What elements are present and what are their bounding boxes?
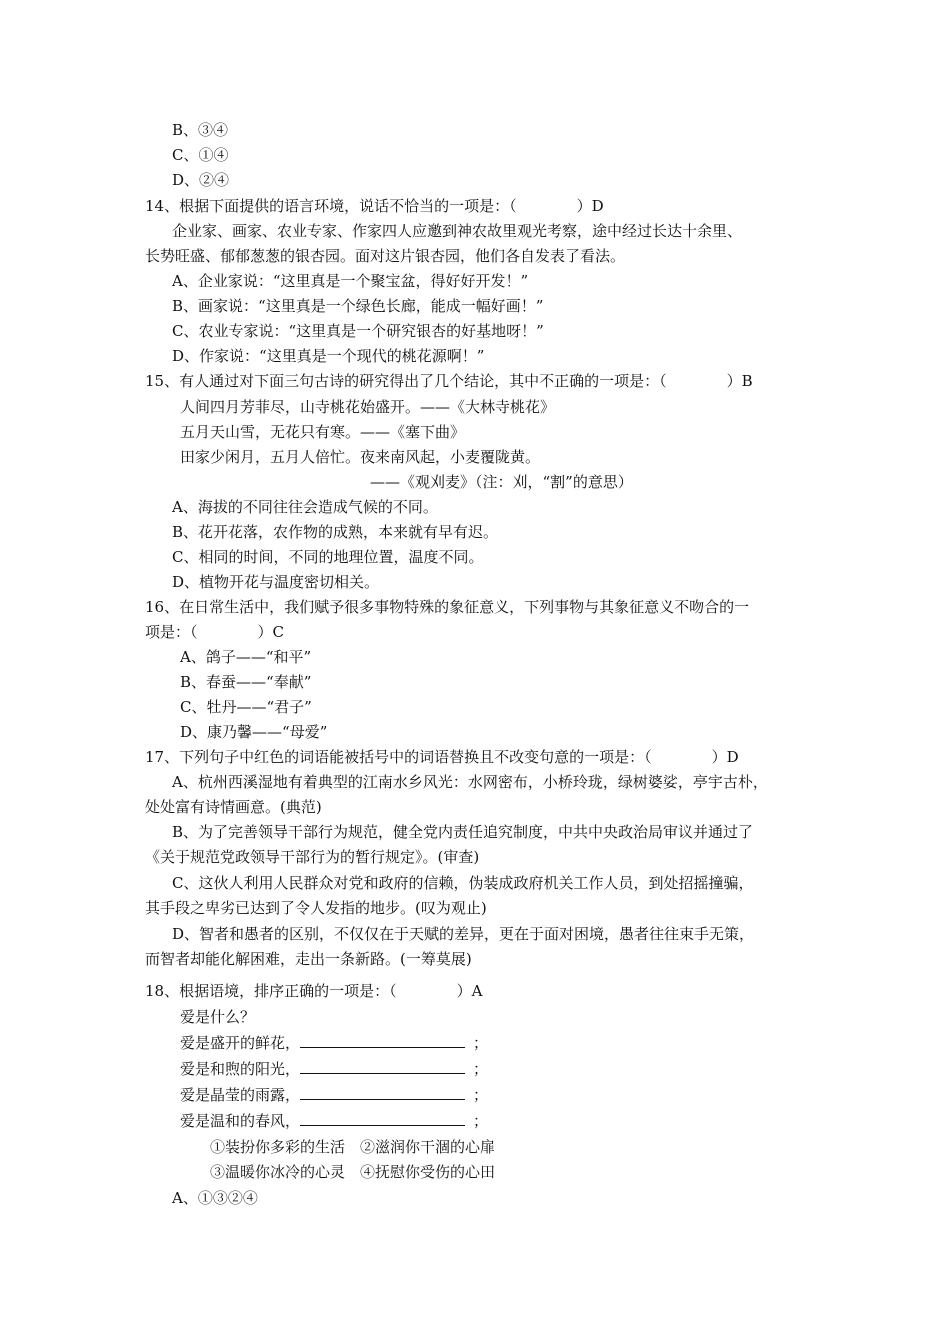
q18-line-4-text: 爱是温和的春风， (180, 1112, 301, 1130)
q18-line-3-text: 爱是晶莹的雨露， (180, 1086, 301, 1104)
q18-line-4 (180, 1111, 488, 1131)
q14-stem: 14、根据下面提供的语言环境，说话不恰当的一项是：（ ）D (145, 197, 604, 215)
q13-option-d: D、②④ (172, 171, 230, 189)
q17-option-a-line-2: 处处富有诗情画意。(典范) (145, 798, 322, 816)
q18-line-2-text: 爱是和煦的阳光， (180, 1060, 301, 1078)
q14-context-line-1: 企业家、画家、农业专家、作家四人应邀到神农故里观光考察，途中经过长达十余里、 (172, 222, 743, 240)
q15-poem-2: 五月天山雪，无花只有寒。——《塞下曲》 (180, 423, 466, 441)
q17-option-c-line-2: 其手段之卑劣已达到了令人发指的地步。(叹为观止) (145, 899, 487, 917)
semicolon: ； (473, 1112, 489, 1130)
q18-stem: 18、根据语境，排序正确的一项是：（ ）A (145, 982, 483, 1000)
q17-option-b-line-2: 《关于规范党政领导干部行为的暂行规定》。(审查) (145, 848, 480, 866)
q16-stem-line-2: 项是：（ ）C (145, 623, 284, 641)
q15-poem-3-source: ——《观刈麦》（注：刈，“割”的意思） (370, 473, 633, 491)
blank-line (300, 1085, 465, 1100)
q16-option-a: A、鸽子——“和平” (180, 648, 312, 666)
blank-line (300, 1033, 465, 1048)
q17-option-b-line-1: B、为了完善领导干部行为规范，健全党内责任追究制度，中共中央政治局审议并通过了 (172, 823, 754, 841)
q18-option-a: A、①③②④ (172, 1189, 258, 1207)
semicolon: ； (473, 1034, 489, 1052)
q17-option-d-line-1: D、智者和愚者的区别，不仅仅在于天赋的差异，更在于面对困境，愚者往往束手无策， (172, 925, 755, 943)
q16-option-d: D、康乃馨——“母爱” (180, 723, 328, 741)
q16-stem-line-1: 16、在日常生活中，我们赋予很多事物特殊的象征意义，下列事物与其象征意义不吻合的一 (145, 598, 750, 616)
semicolon: ； (473, 1086, 489, 1104)
blank-line (300, 1059, 465, 1074)
q17-option-a-line-1: A、杭州西溪湿地有着典型的江南水乡风光：水网密布，小桥玲珑，绿树婆娑，亭宇古朴， (172, 773, 768, 791)
semicolon: ； (473, 1060, 489, 1078)
q15-option-c: C、相同的时间，不同的地理位置，温度不同。 (172, 548, 484, 566)
q14-context-line-2: 长势旺盛、郁郁葱葱的银杏园。面对这片银杏园，他们各自发表了看法。 (145, 247, 626, 265)
q13-option-c: C、①④ (172, 146, 229, 164)
q17-option-d-line-2: 而智者却能化解困难，走出一条新路。(一筹莫展) (145, 950, 472, 968)
q15-poem-1: 人间四月芳菲尽，山寺桃花始盛开。——《大林寺桃花》 (180, 398, 556, 416)
q16-option-c: C、牡丹——“君子” (180, 698, 312, 716)
q18-line-3 (180, 1085, 488, 1105)
q15-poem-3: 田家少闲月，五月人倍忙。夜来南风起，小麦覆陇黄。 (180, 448, 541, 466)
q16-option-b: B、春蚕——“奉献” (180, 673, 312, 691)
q15-option-d: D、植物开花与温度密切相关。 (172, 573, 380, 591)
q13-option-b: B、③④ (172, 121, 229, 139)
q15-stem: 15、有人通过对下面三句古诗的研究得出了几个结论，其中不正确的一项是：（ ）B (145, 372, 753, 390)
q14-option-b: B、画家说：“这里真是一个绿色长廊，能成一幅好画！” (172, 297, 544, 315)
q18-line-1-text: 爱是盛开的鲜花， (180, 1034, 301, 1052)
q15-option-a: A、海拔的不同往往会造成气候的不同。 (172, 498, 438, 516)
blank-line (300, 1111, 465, 1126)
q14-option-d: D、作家说：“这里真是一个现代的桃花源啊！” (172, 347, 485, 365)
q14-option-c: C、农业专家说：“这里真是一个研究银杏的好基地呀！” (172, 322, 544, 340)
q17-option-c-line-1: C、这伙人利用人民群众对党和政府的信赖，伪装成政府机关工作人员，到处招摇撞骗， (172, 874, 754, 892)
q18-line-1 (180, 1033, 488, 1053)
q18-choices-line-1: ①装扮你多彩的生活 ②滋润你干涸的心扉 (210, 1138, 496, 1156)
q18-line-2 (180, 1059, 488, 1079)
q18-choices-line-2: ③温暖你冰冷的心灵 ④抚慰你受伤的心田 (210, 1163, 496, 1181)
q18-line-0: 爱是什么？ (180, 1008, 256, 1026)
q14-option-a: A、企业家说：“这里真是一个聚宝盆，得好好开发！” (172, 272, 529, 290)
q17-stem: 17、下列句子中红色的词语能被括号中的词语替换且不改变句意的一项是：（ ）D (145, 748, 739, 766)
q15-option-b: B、花开花落，农作物的成熟，本来就有早有迟。 (172, 523, 499, 541)
